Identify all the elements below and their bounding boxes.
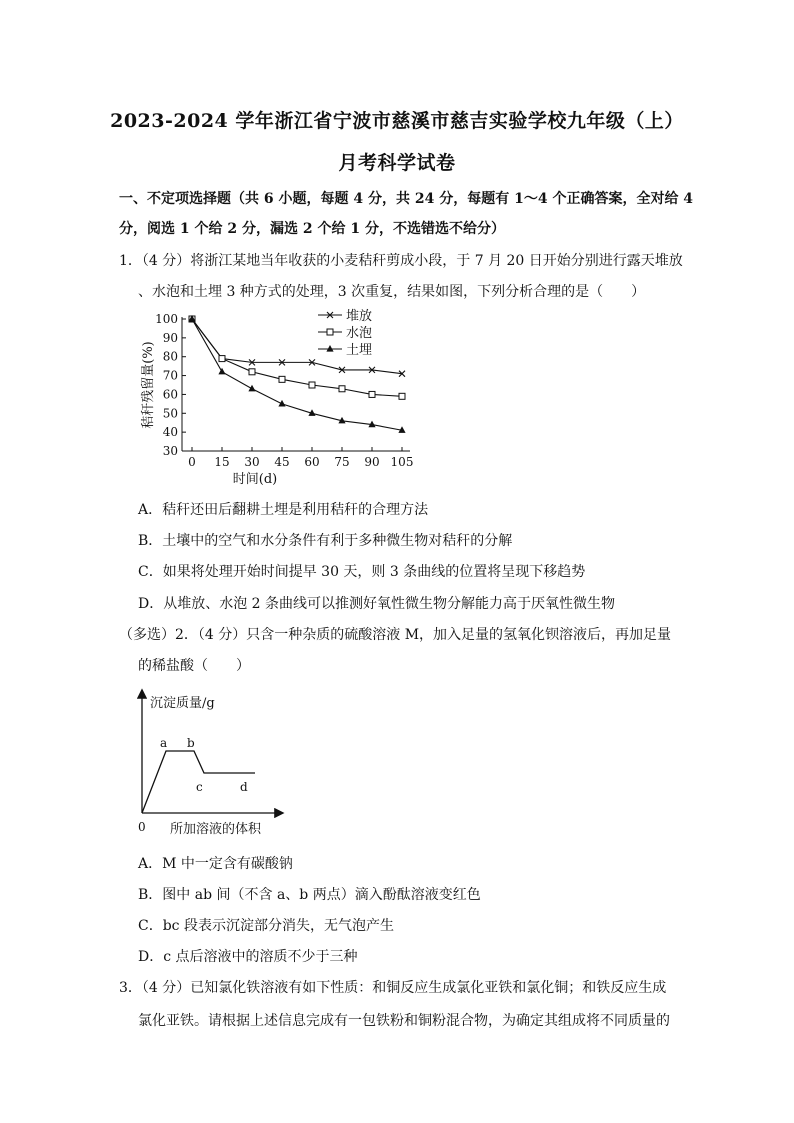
- chart-legend-label: 水泡: [346, 326, 373, 341]
- chart-y-tick-label: 40: [162, 425, 178, 440]
- q2-option-a: A．M 中一定含有碳酸钠: [138, 856, 293, 872]
- chart-point-square: [279, 376, 285, 382]
- chart-point-square: [339, 386, 345, 392]
- exam-title-line1: 2023-2024 学年浙江省宁波市慈溪市慈吉实验学校九年级（上）: [110, 110, 684, 132]
- q1-stem-line1: 1．（4 分）将浙江某地当年收获的小麦秸秆剪成小段，于 7 月 20 日开始分别进行露天堆放: [119, 253, 683, 269]
- chart-x-tick-label: 45: [274, 455, 290, 469]
- chart-x-tick-label: 60: [304, 455, 320, 469]
- section-heading-line1: 一、不定项选择题（共 6 小题，每题 4 分，共 24 分，每题有 1～4 个正确答案，全对给 4: [119, 191, 694, 207]
- q2-stem-line2: 的稀盐酸（ ）: [138, 658, 250, 674]
- q2-stem-line1: （多选）2．（4 分）只含一种杂质的硫酸溶液 M，加入足量的氢氧化钡溶液后，再加足量: [119, 627, 672, 643]
- chart-axes: [182, 317, 410, 451]
- q2-y-axis-label: 沉淀质量/g: [150, 696, 215, 711]
- chart-point-square: [309, 382, 315, 388]
- q2-origin: 0: [138, 820, 146, 834]
- q1-stem-line2: 、水泡和土埋 3 种方式的处理，3 次重复，结果如图，下列分析合理的是（ ）: [138, 284, 646, 300]
- chart-x-tick-label: 75: [334, 455, 350, 469]
- chart-x-tick-label: 90: [364, 455, 380, 469]
- chart-x-tick-label: 15: [214, 455, 230, 469]
- q2-precipitate-graph: [130, 685, 290, 840]
- q2-option-d: D．c 点后溶液中的溶质不少于三种: [138, 949, 358, 965]
- chart-y-tick-label: 30: [162, 444, 178, 458]
- section-heading-line2: 分，阅选 1 个给 2 分，漏选 2 个给 1 分，不选错选不给分）: [119, 221, 505, 237]
- chart-point-triangle: [218, 368, 225, 375]
- chart-y-ticks: [155, 312, 186, 458]
- q2-point-b: b: [187, 736, 195, 750]
- chart-point-square: [249, 369, 255, 375]
- chart-legend: [318, 308, 372, 358]
- chart-y-tick-label: 50: [162, 406, 178, 421]
- exam-title-line2: 月考科学试卷: [338, 152, 456, 174]
- chart-x-tick-label: 0: [188, 455, 196, 469]
- q1-residue-chart: [130, 305, 430, 490]
- q2-x-axis-label: 所加溶液的体积: [170, 822, 262, 837]
- q2-point-c: c: [196, 780, 203, 794]
- chart-point-triangle: [326, 345, 333, 352]
- chart-legend-label: 土埋: [346, 343, 373, 358]
- q2-point-d: d: [240, 780, 248, 794]
- q1-option-c: C．如果将处理开始时间提早 30 天，则 3 条曲线的位置将呈现下移趋势: [138, 564, 586, 580]
- chart-point-square: [399, 393, 405, 399]
- q3-stem-line1: 3．（4 分）已知氯化铁溶液有如下性质：和铜反应生成氯化亚铁和氯化铜；和铁反应生成: [119, 980, 667, 996]
- chart-y-tick-label: 70: [162, 368, 178, 383]
- chart-series: [188, 315, 405, 433]
- chart-point-square: [369, 391, 375, 397]
- chart-y-tick-label: 100: [155, 312, 178, 326]
- chart-point-square: [327, 329, 333, 335]
- chart-point-square: [219, 356, 225, 362]
- chart-y-tick-label: 90: [162, 330, 178, 345]
- chart-y-tick-label: 80: [162, 349, 178, 364]
- chart-x-tick-label: 105: [390, 455, 414, 469]
- q2-option-c: C．bc 段表示沉淀部分消失，无气泡产生: [138, 918, 394, 934]
- q1-option-a: A．秸秆还田后翻耕土埋是利用秸秆的合理方法: [138, 502, 429, 518]
- chart-y-tick-label: 60: [162, 387, 178, 402]
- q1-option-b: B．土壤中的空气和水分条件有利于多种微生物对秸秆的分解: [138, 533, 513, 549]
- chart-x-tick-label: 30: [244, 455, 260, 469]
- q3-stem-line2: 氯化亚铁。请根据上述信息完成有一包铁粉和铜粉混合物，为确定其组成将不同质量的: [138, 1013, 670, 1029]
- q1-option-d: D．从堆放、水泡 2 条曲线可以推测好氧性微生物分解能力高于厌氧性微生物: [138, 596, 616, 612]
- q2-point-a: a: [160, 736, 168, 750]
- chart-legend-label: 堆放: [346, 309, 373, 324]
- chart-point-triangle: [248, 385, 255, 392]
- chart-x-axis-label: 时间(d): [232, 472, 278, 487]
- q2-option-b: B．图中 ab 间（不含 a、b 两点）滴入酚酞溶液变红色: [138, 887, 481, 903]
- chart-y-axis-label: 秸秆残留量(%): [141, 341, 156, 429]
- chart-x-ticks: [188, 447, 413, 469]
